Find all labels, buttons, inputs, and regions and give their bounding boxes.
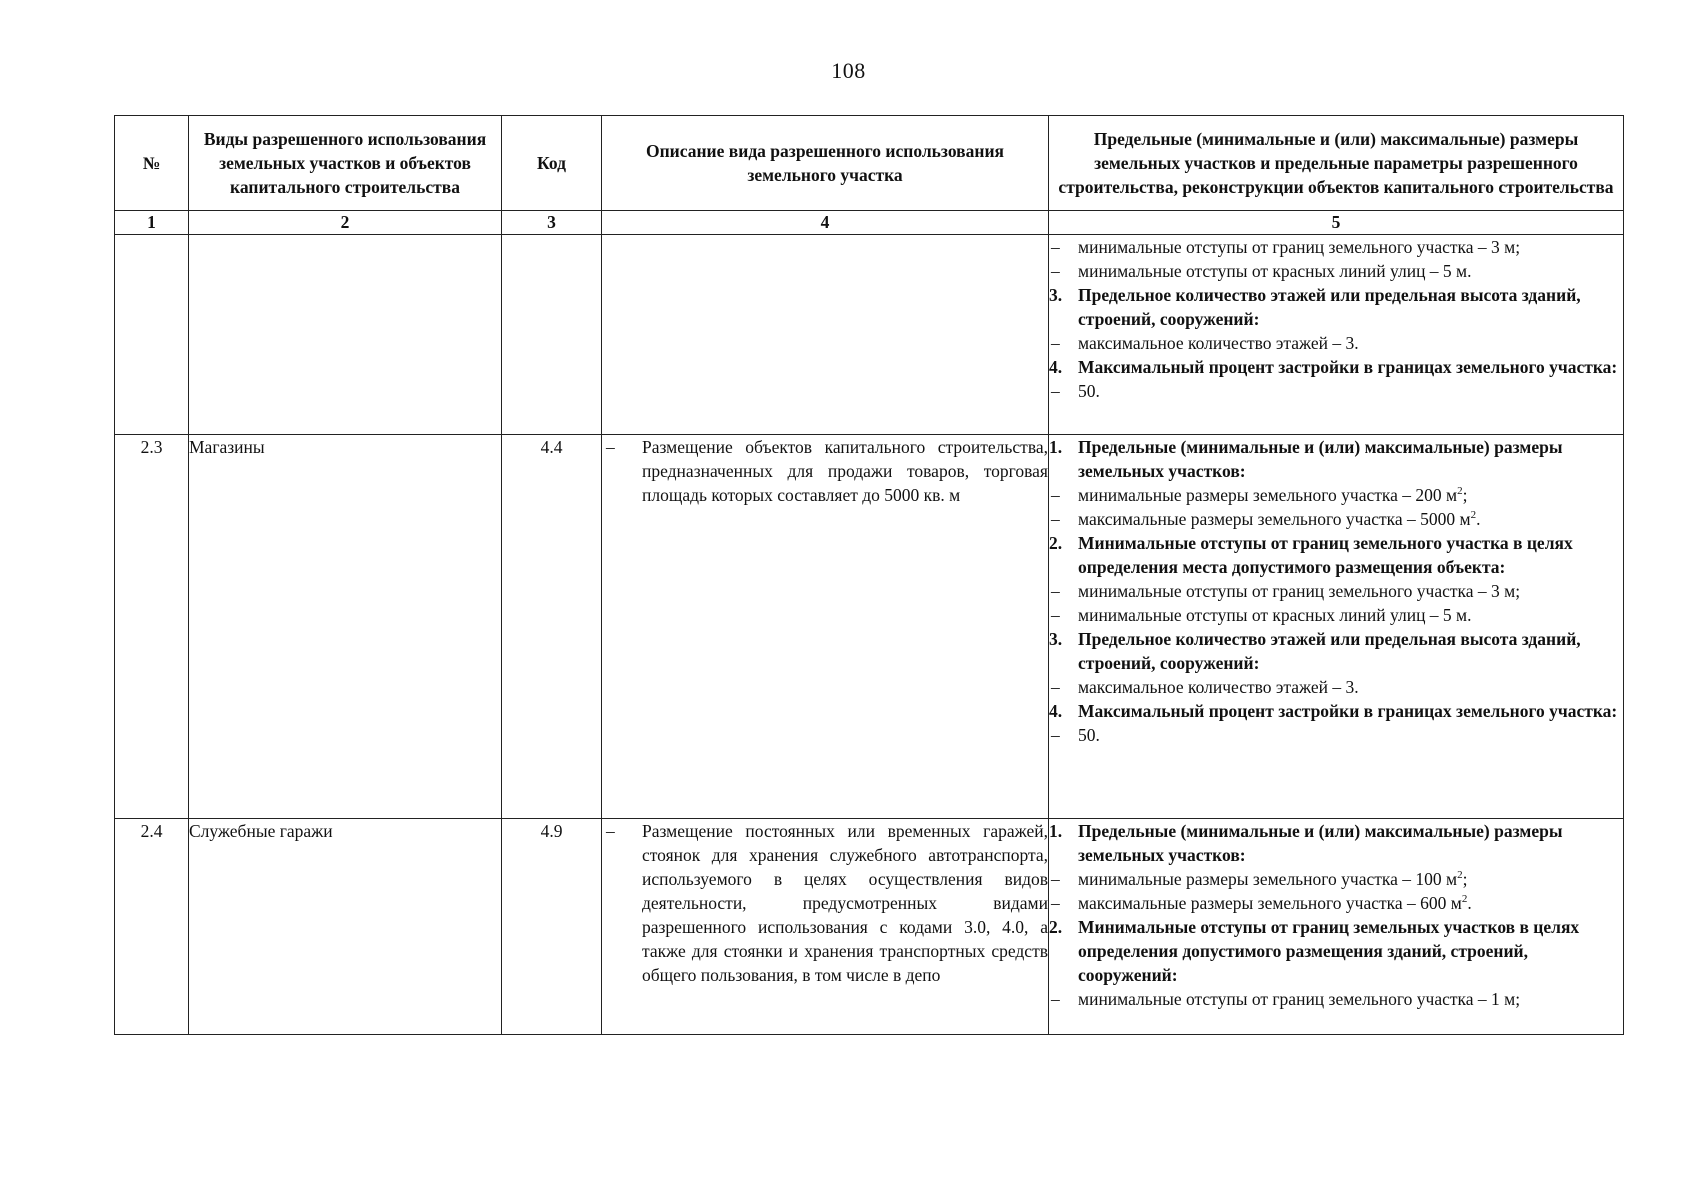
punctuation: . xyxy=(1467,893,1472,913)
parameter-item xyxy=(1049,603,1623,627)
usage-description xyxy=(602,235,1049,435)
parameter-text xyxy=(1078,331,1623,355)
dash-marker: – xyxy=(1051,333,1060,353)
parameter-text xyxy=(1078,915,1623,987)
item-number: 4. xyxy=(1049,701,1063,721)
column-number: 1 xyxy=(115,211,189,235)
parameter-text xyxy=(1078,603,1623,627)
parameter-text xyxy=(1078,675,1623,699)
parameter-text-main: минимальные отступы от красных линий улиц – 5 м. xyxy=(1078,605,1472,625)
dash-marker: – xyxy=(1051,261,1060,281)
parameter-text-main: минимальные отступы от границ земельного участка – 1 м; xyxy=(1078,989,1521,1009)
row-number: 2.4 xyxy=(115,819,189,1035)
parameter-text xyxy=(1078,531,1623,579)
item-number: 2. xyxy=(1049,533,1063,553)
parameter-text-main: Предельные (минимальные и (или) максимальные) размеры земельных участков: xyxy=(1078,437,1563,481)
zoning-table xyxy=(114,115,1624,1035)
parameter-text-main: 50. xyxy=(1078,725,1100,745)
dash-marker: – xyxy=(1051,893,1060,913)
parameter-heading xyxy=(1049,915,1623,987)
dash-marker: – xyxy=(1051,237,1060,257)
parameter-text-main: Предельные (минимальные и (или) максимальные) размеры земельных участков: xyxy=(1078,821,1563,865)
parameter-heading xyxy=(1049,435,1623,483)
parameter-text-main: Предельное количество этажей или предельная высота зданий, строений, сооружений: xyxy=(1078,285,1581,329)
parameter-text-main: максимальное количество этажей – 3. xyxy=(1078,333,1359,353)
parameter-item xyxy=(1049,507,1623,531)
parameter-item xyxy=(1049,379,1623,403)
table-row xyxy=(115,435,1624,819)
dash-marker: – xyxy=(1051,509,1060,529)
parameters-cell xyxy=(1049,435,1624,819)
parameter-item xyxy=(1049,483,1623,507)
parameter-item xyxy=(1049,987,1623,1011)
parameter-text-main: минимальные отступы от красных линий улиц – 5 м. xyxy=(1078,261,1472,281)
dash-marker: – xyxy=(1051,581,1060,601)
dash-marker: – xyxy=(1051,869,1060,889)
description-text: Размещение постоянных или временных гаражей, стоянок для хранения служебного автотранспорта, используемого в целях осуществления видов деятельности, предусмотренных видами разрешенного использования с кодами 3.0, 4.0, а также для стоянки и хранения транспортных средств общего пользования, в том числе в депо xyxy=(642,821,1048,985)
parameter-item xyxy=(1049,235,1623,259)
parameter-heading xyxy=(1049,531,1623,579)
parameter-text xyxy=(1078,235,1623,259)
superscript: 2 xyxy=(1457,485,1463,498)
parameter-text xyxy=(1078,723,1623,747)
row-number xyxy=(115,235,189,435)
header-usage-types: Виды разрешенного использования земельных участков и объектов капитального строительства xyxy=(189,116,502,211)
parameter-heading xyxy=(1049,283,1623,331)
column-number-row xyxy=(115,211,1624,235)
parameter-text-main: максимальные размеры земельного участка – 600 м xyxy=(1078,893,1462,913)
dash-marker: – xyxy=(1051,485,1060,505)
dash-marker: – xyxy=(1051,677,1060,697)
dash-marker: – xyxy=(606,821,615,841)
column-number: 2 xyxy=(189,211,502,235)
parameter-text xyxy=(1078,435,1623,483)
parameter-text xyxy=(1078,283,1623,331)
parameter-text xyxy=(1078,699,1623,723)
parameters-cell xyxy=(1049,819,1624,1035)
dash-marker: – xyxy=(1051,989,1060,1009)
header-parameters: Предельные (минимальные и (или) максимальные) размеры земельных участков и предельные параметры разрешенного строительства, реконструкции объектов капитального строительства xyxy=(1049,116,1624,211)
parameters-cell xyxy=(1049,235,1624,435)
parameter-item xyxy=(1049,675,1623,699)
parameter-text-main: максимальное количество этажей – 3. xyxy=(1078,677,1359,697)
parameter-text-main: 50. xyxy=(1078,381,1100,401)
parameter-item xyxy=(1049,723,1623,747)
superscript: 2 xyxy=(1461,893,1468,906)
parameter-text-main: минимальные размеры земельного участка – 200 м xyxy=(1078,485,1458,505)
parameter-text xyxy=(1078,355,1623,379)
parameter-heading xyxy=(1049,699,1623,723)
parameter-item xyxy=(1049,867,1623,891)
parameter-text xyxy=(1078,819,1623,867)
usage-type-name: Магазины xyxy=(189,435,502,819)
dash-marker: – xyxy=(1051,605,1060,625)
superscript: 2 xyxy=(1457,869,1463,882)
table-row xyxy=(115,235,1624,435)
description-text: Размещение объектов капитального строительства, предназначенных для продажи товаров, торговая площадь которых составляет до 5000 кв. м xyxy=(642,437,1048,505)
parameter-text-main: максимальные размеры земельного участка – 5000 м xyxy=(1078,509,1471,529)
parameter-text xyxy=(1078,627,1623,675)
header-number: № xyxy=(115,116,189,211)
usage-code: 4.9 xyxy=(502,819,602,1035)
parameter-item xyxy=(1049,579,1623,603)
usage-code: 4.4 xyxy=(502,435,602,819)
parameter-text-main: минимальные размеры земельного участка – 100 м xyxy=(1078,869,1458,889)
header-row xyxy=(115,116,1624,211)
usage-type-name: Служебные гаражи xyxy=(189,819,502,1035)
punctuation: ; xyxy=(1462,485,1468,505)
table-row xyxy=(115,819,1624,1035)
superscript: 2 xyxy=(1470,509,1477,522)
parameter-text xyxy=(1078,891,1623,915)
parameter-text xyxy=(1078,867,1623,891)
column-number: 4 xyxy=(602,211,1049,235)
dash-marker: – xyxy=(1051,725,1060,745)
parameter-heading xyxy=(1049,355,1623,379)
usage-description xyxy=(602,435,1049,819)
parameter-text-main: Минимальные отступы от границ земельного участка в целях определения места допустимого размещения объекта: xyxy=(1078,533,1573,577)
punctuation: ; xyxy=(1462,869,1468,889)
item-number: 3. xyxy=(1049,285,1063,305)
dash-marker: – xyxy=(606,437,615,457)
item-number: 3. xyxy=(1049,629,1063,649)
parameter-text xyxy=(1078,483,1623,507)
parameter-text xyxy=(1078,507,1623,531)
parameter-heading xyxy=(1049,819,1623,867)
header-code: Код xyxy=(502,116,602,211)
dash-marker: – xyxy=(1051,381,1060,401)
parameter-text-main: Минимальные отступы от границ земельных участков в целях определения допустимого размещения зданий, строений, сооружений: xyxy=(1078,917,1580,985)
parameter-text-main: Максимальный процент застройки в границах земельного участка: xyxy=(1078,701,1618,721)
header-description: Описание вида разрешенного использования земельного участка xyxy=(602,116,1049,211)
item-number: 1. xyxy=(1049,821,1063,841)
parameter-item xyxy=(1049,331,1623,355)
parameter-text xyxy=(1078,379,1623,403)
parameter-text xyxy=(1078,987,1623,1011)
parameter-text xyxy=(1078,259,1623,283)
parameter-text-main: Предельное количество этажей или предельная высота зданий, строений, сооружений: xyxy=(1078,629,1581,673)
parameter-text-main: минимальные отступы от границ земельного участка – 3 м; xyxy=(1078,581,1521,601)
item-number: 1. xyxy=(1049,437,1063,457)
column-number: 3 xyxy=(502,211,602,235)
punctuation: . xyxy=(1476,509,1481,529)
item-number: 4. xyxy=(1049,357,1063,377)
page-number: 108 xyxy=(831,58,866,83)
parameter-text-main: минимальные отступы от границ земельного участка – 3 м; xyxy=(1078,237,1521,257)
usage-code xyxy=(502,235,602,435)
column-number: 5 xyxy=(1049,211,1624,235)
parameter-text xyxy=(1078,579,1623,603)
parameter-text-main: Максимальный процент застройки в границах земельного участка: xyxy=(1078,357,1618,377)
parameter-heading xyxy=(1049,627,1623,675)
parameter-item xyxy=(1049,891,1623,915)
parameter-item xyxy=(1049,259,1623,283)
usage-type-name xyxy=(189,235,502,435)
row-number: 2.3 xyxy=(115,435,189,819)
item-number: 2. xyxy=(1049,917,1063,937)
usage-description xyxy=(602,819,1049,1035)
